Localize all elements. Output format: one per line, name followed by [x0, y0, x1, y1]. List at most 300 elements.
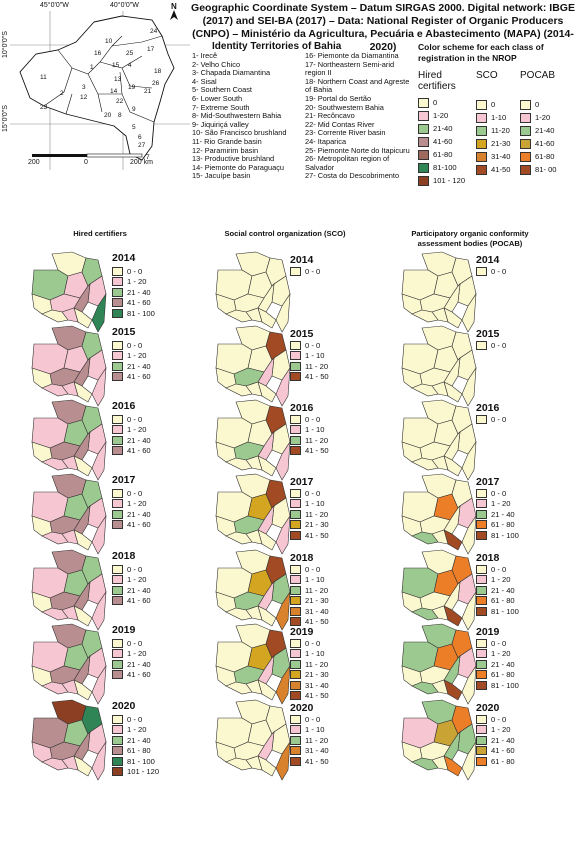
legend-entry	[112, 767, 159, 778]
legend-label: 41 - 60	[127, 446, 151, 456]
legend-label: 1 - 20	[127, 277, 147, 287]
legend-entry	[112, 266, 155, 277]
legend-label: 21 - 40	[127, 509, 151, 519]
panel-legend	[112, 638, 151, 680]
legend-swatch	[476, 639, 487, 648]
legend-label: 81 - 100	[491, 530, 519, 540]
territory-item: 14- Piemonte do Paraguaçu	[192, 162, 285, 172]
panel-title: Hired certifiers	[73, 229, 127, 238]
legend-label: 1 - 20	[491, 499, 511, 509]
legend-swatch	[290, 575, 301, 584]
territory-number: 16	[94, 50, 102, 57]
panel-legend	[290, 564, 329, 627]
legend-swatch	[418, 111, 429, 121]
legend-label: 0 - 0	[491, 414, 507, 424]
legend-entry	[290, 372, 329, 383]
legend-entry	[290, 680, 329, 691]
legend-label: 41 - 60	[127, 298, 151, 308]
legend-entry	[520, 137, 557, 150]
legend-label: 11 - 20	[305, 435, 329, 445]
panel-legend	[112, 414, 151, 456]
legend-label: 101 - 120	[127, 767, 160, 777]
legend-swatch	[476, 649, 487, 658]
legend-entry	[290, 670, 329, 681]
legend-swatch	[112, 596, 123, 605]
legend-swatch	[476, 565, 487, 574]
legend-swatch	[112, 746, 123, 755]
legend-swatch	[112, 499, 123, 508]
legend-swatch	[476, 520, 487, 529]
legend-label: 41 - 60	[127, 670, 151, 680]
legend-label: 81 - 100	[127, 756, 155, 766]
legend-entry	[476, 585, 519, 596]
legend-label: 21 - 40	[491, 585, 515, 595]
territory-item: 12- Paramirim basin	[192, 145, 259, 155]
legend-label: 21 - 40	[491, 509, 515, 519]
legend-label: 31-40	[491, 152, 511, 161]
legend-entry	[112, 499, 151, 510]
territory-number: 2	[60, 90, 64, 97]
legend-label: 1 - 20	[127, 425, 147, 435]
territory-item: 9- Jiquiriçá valley	[192, 119, 249, 129]
legend-label: 41 - 50	[305, 756, 329, 766]
legend-entry	[290, 351, 329, 362]
legend-swatch	[476, 139, 487, 149]
panel-legend	[112, 266, 155, 319]
year-label: 2016	[112, 400, 136, 412]
legend-label: 41-60	[535, 139, 555, 148]
year-label: 2018	[112, 550, 136, 562]
territory-item: 10- São Francisco brushland	[192, 128, 287, 138]
legend-label: 0 - 0	[491, 564, 507, 574]
legend-swatch	[290, 362, 301, 371]
legend-entry	[290, 488, 329, 499]
legend-swatch	[112, 639, 123, 648]
legend-swatch	[520, 100, 531, 110]
legend-label: 11 - 20	[305, 509, 329, 519]
legend-swatch	[476, 489, 487, 498]
territory-number: 25	[126, 50, 134, 57]
legend-entry	[476, 575, 519, 586]
legend-label: 21 - 40	[127, 585, 151, 595]
panel-legend	[476, 266, 506, 277]
legend-swatch	[476, 715, 487, 724]
territory-item: 26- Metropolitan region of Salvador	[305, 154, 390, 172]
coord-label: 10°0'0"S	[2, 31, 9, 58]
legend-swatch	[290, 520, 301, 529]
legend-entry	[112, 414, 151, 425]
legend-label: 61 - 80	[491, 520, 515, 530]
legend-entry	[476, 414, 506, 425]
legend-entry	[476, 488, 519, 499]
panel-legend	[476, 414, 506, 425]
legend-label: 11 - 20	[305, 361, 329, 371]
legend-label: 81 - 100	[127, 308, 155, 318]
legend-entry	[290, 446, 329, 457]
legend-label: 21 - 30	[305, 596, 329, 606]
legend-label: 21 - 40	[127, 735, 151, 745]
legend-label: 0 - 0	[305, 414, 321, 424]
legend-entry	[476, 499, 519, 510]
territory-number: 15	[112, 62, 120, 69]
legend-label: 21 - 40	[127, 435, 151, 445]
legend-entry	[112, 725, 159, 736]
legend-label: 21 - 40	[127, 659, 151, 669]
territory-number: 11	[40, 74, 47, 81]
legend-swatch	[290, 670, 301, 679]
legend-entry	[290, 596, 329, 607]
legend-swatch	[290, 446, 301, 455]
legend-label: 1-10	[491, 113, 507, 122]
year-label: 2014	[290, 254, 314, 266]
legend-entry	[290, 425, 329, 436]
territory-item: 23- Corrente River basin	[305, 128, 386, 138]
legend-swatch	[476, 575, 487, 584]
panel-legend	[112, 340, 151, 382]
legend-entry	[476, 680, 519, 691]
legend-label: 1 - 20	[127, 499, 147, 509]
legend-label: 0 - 0	[305, 340, 321, 350]
legend-swatch	[520, 152, 531, 162]
territory-item: 2- Velho Chico	[192, 59, 241, 69]
legend-entry	[112, 596, 151, 607]
legend-label: 11-20	[491, 126, 510, 135]
legend-swatch	[520, 165, 531, 175]
legend-label: 41-50	[491, 165, 511, 174]
legend-label: 1 - 20	[491, 575, 511, 585]
year-label: 2019	[476, 626, 500, 638]
legend-label: 1 - 20	[127, 649, 147, 659]
territory-number: 4	[128, 62, 132, 69]
legend-label: 0 - 0	[127, 638, 143, 648]
territory-item: 22- Mid Contas River	[305, 119, 375, 129]
choropleth-map-hired-2020	[28, 698, 110, 784]
legend-entry	[476, 163, 510, 176]
legend-swatch	[290, 499, 301, 508]
legend-swatch	[418, 176, 429, 186]
legend-swatch	[290, 341, 301, 350]
legend-entry	[112, 488, 151, 499]
legend-entry	[290, 585, 329, 596]
legend-entry	[476, 596, 519, 607]
panel-legend	[112, 714, 159, 777]
year-label: 2015	[112, 326, 136, 338]
legend-swatch	[112, 660, 123, 669]
legend-swatch	[476, 746, 487, 755]
legend-label: 21-40	[433, 124, 453, 133]
legend-label: 31 - 40	[305, 746, 329, 756]
legend-swatch	[112, 586, 123, 595]
legend-group	[476, 70, 510, 176]
legend-swatch	[476, 725, 487, 734]
legend-label: 41 - 60	[491, 746, 515, 756]
legend-swatch	[112, 446, 123, 455]
legend-swatch	[112, 510, 123, 519]
legend-entry	[290, 414, 329, 425]
territory-number: 12	[80, 94, 88, 101]
legend-entry	[112, 575, 151, 586]
legend-swatch	[476, 113, 487, 123]
legend-label: 11 - 20	[305, 659, 329, 669]
territory-list	[192, 52, 414, 181]
territory-item: 18- Northern Coast and Agreste of Bahia	[305, 76, 410, 95]
panel-legend	[290, 638, 329, 701]
legend-entry	[290, 756, 329, 767]
choropleth-map-hired-2017	[28, 472, 110, 558]
legend-label: 0 - 0	[491, 638, 507, 648]
territory-number: 24	[150, 28, 158, 35]
legend-swatch	[290, 436, 301, 445]
legend-swatch	[290, 746, 301, 755]
year-label: 2016	[476, 402, 500, 414]
territory-item: 27- Costa do Descobrimento	[305, 171, 400, 181]
legend-entry	[112, 585, 151, 596]
year-label: 2017	[476, 476, 500, 488]
legend-entry	[476, 714, 515, 725]
choropleth-map-hired-2019	[28, 622, 110, 708]
legend-label: 41 - 50	[305, 691, 329, 701]
legend-swatch	[112, 288, 123, 297]
legend-label: 41 - 50	[305, 617, 329, 627]
territory-number: 22	[116, 98, 124, 105]
territory-item: 3- Chapada Diamantina	[192, 68, 271, 78]
panel-title: Participatory organic conformity assessment bodies (POCAB)	[411, 229, 529, 248]
panel-legend	[476, 714, 515, 767]
panel-legend	[476, 564, 519, 617]
legend-swatch	[418, 137, 429, 147]
legend-entry	[112, 714, 159, 725]
panel-legend	[290, 488, 329, 541]
legend-entry	[290, 691, 329, 702]
legend-entry	[476, 530, 519, 541]
legend-label: 0 - 0	[127, 414, 143, 424]
legend-swatch	[290, 586, 301, 595]
legend-label: 31 - 40	[305, 680, 329, 690]
legend-entry	[112, 298, 155, 309]
legend-swatch	[112, 277, 123, 286]
legend-entry	[112, 425, 151, 436]
legend-label: 0 - 0	[127, 340, 143, 350]
legend-label: 0 - 0	[491, 488, 507, 498]
legend-label: 1 - 20	[127, 351, 147, 361]
year-label: 2017	[112, 474, 136, 486]
legend-label: 21 - 40	[491, 659, 515, 669]
legend-entry	[290, 564, 329, 575]
north-arrow-label: N	[171, 2, 177, 11]
legend-swatch	[476, 499, 487, 508]
legend-entry	[290, 714, 329, 725]
legend-entry	[290, 435, 329, 446]
territory-item: 8- Mid-Southwestern Bahia	[192, 111, 282, 121]
legend-swatch	[290, 510, 301, 519]
legend-label: 0 - 0	[305, 564, 321, 574]
legend-swatch	[476, 267, 487, 276]
legend-entry	[476, 638, 519, 649]
legend-swatch	[476, 736, 487, 745]
panel-legend	[476, 488, 519, 541]
panel-legend	[476, 638, 519, 691]
territory-number: 3	[82, 84, 86, 91]
legend-swatch	[112, 309, 123, 318]
territory-number: 20	[104, 112, 112, 119]
territory-item: 16- Piemonte da Diamantina	[305, 51, 399, 60]
legend-label: 21 - 40	[127, 361, 151, 371]
territory-number: 26	[152, 80, 160, 87]
legend-label: 0	[491, 100, 496, 109]
legend-entry	[476, 137, 510, 150]
territory-number: 8	[118, 112, 122, 119]
legend-label: 11 - 20	[305, 585, 329, 595]
legend-entry	[418, 161, 470, 174]
territory-item: 7- Extreme South	[192, 102, 250, 112]
year-label: 2019	[112, 624, 136, 636]
legend-swatch	[476, 165, 487, 175]
legend-entry	[112, 509, 151, 520]
legend-label: 0 - 0	[127, 564, 143, 574]
legend-entry	[476, 725, 515, 736]
choropleth-map-sco-2020	[212, 698, 294, 784]
legend-group-title: SCO	[476, 70, 498, 81]
legend-swatch	[520, 113, 531, 123]
territory-item: 4- Sisal	[192, 76, 217, 86]
year-label: 2015	[476, 328, 500, 340]
legend-swatch	[112, 267, 123, 276]
scale-label: 200 km	[130, 159, 153, 166]
legend-label: 1 - 20	[491, 725, 511, 735]
legend-label: 1 - 10	[305, 725, 325, 735]
figure-title: Geographic Coordinate System – Datum SIRGAS 2000. Digital network: IBGE (2017) and SEI-BA (2017) – Data: National Register of Organic Producers (CNPO) – Ministério da Agricultura, Pecuária e Abastecimento (MAPA) (2014-2020)	[191, 2, 575, 53]
overview-map	[2, 2, 190, 172]
territory-number: 6	[138, 134, 142, 141]
legend-label: 41 - 60	[127, 520, 151, 530]
legend-label: 41 - 50	[305, 372, 329, 382]
legend-entry	[290, 509, 329, 520]
coord-label: 45°0'0"W	[40, 2, 69, 9]
panel-legend	[290, 266, 320, 277]
legend-label: 1 - 10	[305, 575, 325, 585]
year-label: 2020	[112, 700, 136, 712]
legend-entry	[476, 124, 510, 137]
legend-label: 0 - 0	[127, 266, 143, 276]
legend-label: 0 - 0	[127, 488, 143, 498]
legend-entry	[418, 96, 470, 109]
legend-label: 1 - 10	[305, 351, 325, 361]
legend-label: 21 - 30	[305, 670, 329, 680]
legend-swatch	[290, 736, 301, 745]
legend-entry	[290, 606, 329, 617]
legend-entry	[476, 649, 519, 660]
legend-label: 81 - 100	[491, 680, 519, 690]
legend-entry	[112, 735, 159, 746]
legend-entry	[418, 109, 470, 122]
territory-item: 11- Rio Grande basin	[192, 136, 262, 146]
legend-swatch	[476, 531, 487, 540]
legend-swatch	[290, 531, 301, 540]
legend-entry	[290, 735, 329, 746]
choropleth-map-pocab-2020	[398, 698, 480, 784]
legend-label: 61 - 80	[127, 746, 151, 756]
legend-entry	[290, 361, 329, 372]
legend-swatch	[112, 520, 123, 529]
legend-swatch	[112, 736, 123, 745]
legend-swatch	[290, 565, 301, 574]
legend-swatch	[290, 639, 301, 648]
legend-entry	[112, 564, 151, 575]
legend-entry	[476, 670, 519, 681]
legend-label: 61 - 80	[491, 670, 515, 680]
panel-title: Social control organization (SCO)	[224, 229, 346, 238]
legend-entry	[290, 725, 329, 736]
legend-entry	[112, 520, 151, 531]
legend-label: 41 - 60	[127, 372, 151, 382]
legend-entry	[112, 638, 151, 649]
legend-label: 0	[535, 100, 540, 109]
year-label: 2018	[290, 552, 314, 564]
legend-label: 1 - 20	[127, 575, 147, 585]
panel-legend	[290, 414, 329, 456]
legend-label: 31 - 40	[305, 606, 329, 616]
legend-swatch	[290, 681, 301, 690]
legend-entry	[290, 649, 329, 660]
legend-swatch	[112, 767, 123, 776]
legend-entry	[290, 575, 329, 586]
legend-entry	[112, 435, 151, 446]
legend-swatch	[418, 124, 429, 134]
legend-swatch	[476, 757, 487, 766]
legend-entry	[112, 277, 155, 288]
panel-legend	[112, 564, 151, 606]
legend-label: 61-80	[433, 150, 453, 159]
legend-swatch	[112, 298, 123, 307]
legend-swatch	[290, 607, 301, 616]
legend-swatch	[290, 596, 301, 605]
legend-entry	[418, 174, 470, 187]
legend-swatch	[476, 596, 487, 605]
year-label: 2014	[112, 252, 136, 264]
legend-entry	[520, 124, 557, 137]
legend-label: 0 - 0	[305, 714, 321, 724]
legend-swatch	[112, 372, 123, 381]
territory-number: 5	[132, 124, 136, 131]
legend-swatch	[112, 757, 123, 766]
legend-entry	[476, 98, 510, 111]
legend-swatch	[476, 415, 487, 424]
choropleth-map-pocab-2019	[398, 622, 480, 708]
legend-label: 1 - 10	[305, 425, 325, 435]
legend-swatch	[476, 660, 487, 669]
legend-entry	[418, 135, 470, 148]
legend-swatch	[476, 510, 487, 519]
legend-label: 1 - 20	[491, 649, 511, 659]
coord-label: 15°0'0"S	[2, 105, 9, 132]
legend-label: 21-40	[535, 126, 555, 135]
legend-swatch	[112, 725, 123, 734]
legend-entry	[476, 520, 519, 531]
legend-entry	[418, 148, 470, 161]
legend-swatch	[290, 757, 301, 766]
legend-label: 1 - 10	[305, 499, 325, 509]
legend-label: 41 - 60	[127, 596, 151, 606]
legend-entry	[476, 150, 510, 163]
legend-entry	[520, 150, 557, 163]
territory-item: 21- Recôncavo	[305, 111, 355, 121]
legend-entry	[290, 520, 329, 531]
legend-swatch	[112, 565, 123, 574]
legend-swatch	[520, 139, 531, 149]
legend-label: 101 - 120	[433, 176, 466, 185]
legend-swatch	[476, 126, 487, 136]
legend-entry	[476, 340, 506, 351]
